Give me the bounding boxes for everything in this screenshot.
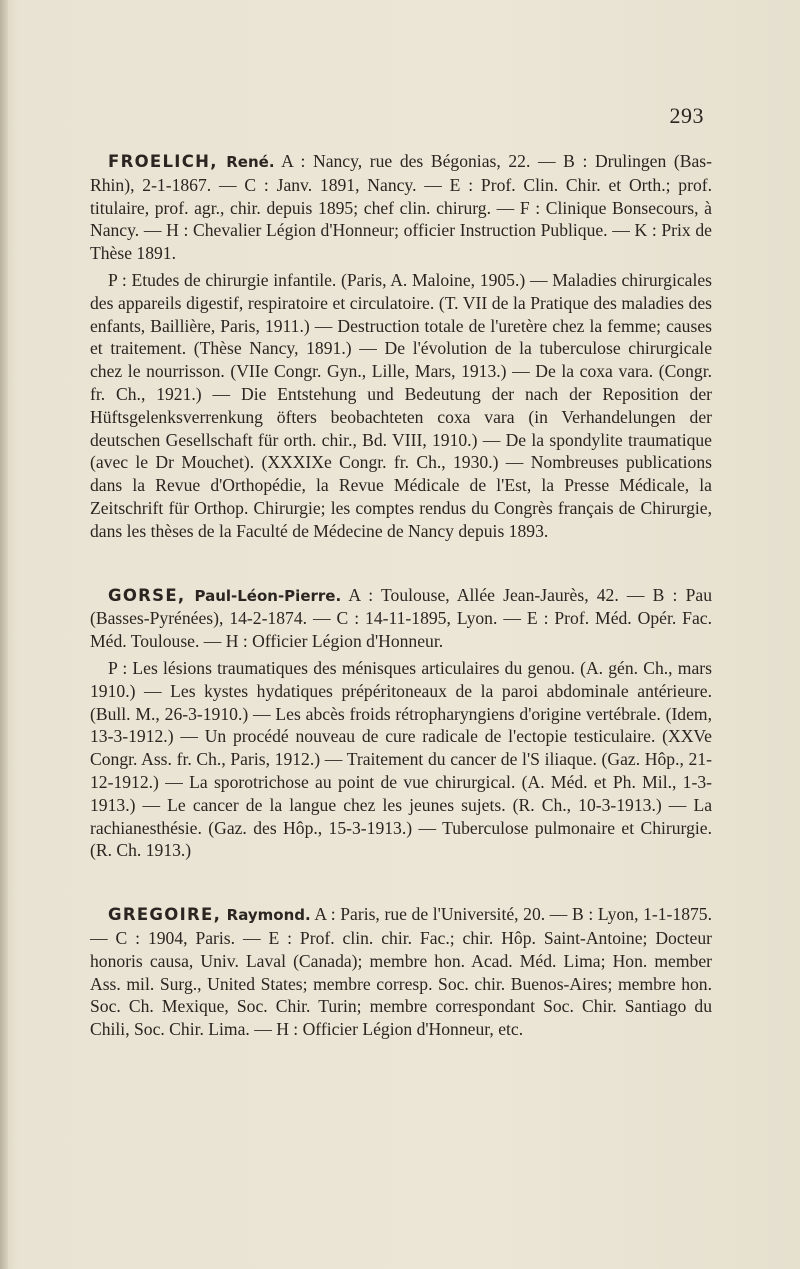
page-number: 293 bbox=[669, 103, 704, 128]
entry-publications: P : Les lésions traumatiques des ménisques articulaires du genou. (A. gén. Ch., mars 1910.) — Les kystes hydatiques prépéritoneaux de la paroi abdominale antérieure. (Bull. M., 26-3-1910.) — Les abcès froids rétropharyngiens d'origine vertébrale. (Idem, 13-3-1912.) — Un procédé nouveau de cure radicale de l'ectopie testiculaire. (XXVe Congr. Ass. fr. Ch., Paris, 1912.) — Traitement du cancer de l'S iliaque. (Gaz. Hôp., 21-12-1912.) — La sporotrichose au point de vue chirurgical. (A. Méd. et Ph. Mil., 1-3-1913.) — Le cancer de la langue chez les jeunes sujets. (R. Ch., 10-3-1913.) — La rachianesthésie. (Gaz. des Hôp., 15-3-1913.) — Tuberculose pulmonaire et Chirurgie. (R. Ch. 1913.) bbox=[90, 657, 712, 861]
entry-given-names: Raymond. bbox=[221, 906, 311, 925]
entry-details: A : Nancy, rue des Bégonias, 22. — B : Drulingen (Bas-Rhin), 2-1-1867. — C : Janv. 1891, Nancy. — E : Prof. Clin. Chir. et Orth.; prof. titulaire, prof. agr., chir. depuis 1895; chef clin. chirurg. — F : Clinique Bonsecours, à Nancy. — H : Chevalier Légion d'Honneur; officier Instruction Publique. — K : Prix de Thèse 1891. bbox=[90, 151, 712, 264]
entry-surname: GREGOIRE, bbox=[108, 905, 222, 925]
entry-given-names: Paul-Léon-Pierre. bbox=[185, 586, 342, 605]
entry-details: A : Paris, rue de l'Université, 20. — B : Lyon, 1-1-1875. — C : 1904, Paris. — E : Prof. clin. chir. Fac.; chir. Hôp. Saint-Antoine; Docteur honoris causa, Univ. Laval (Canada); membre hon. Acad. Méd. Lima; Hon. member Ass. mil. Surg., United States; membre corresp. Soc. chir. Buenos-Aires; membre hon. Soc. Ch. Mexique, Soc. Chir. Turin; membre correspondant Soc. Chir. Santiago du Chili, Soc. Chir. Lima. — H : Officier Légion d'Honneur, etc. bbox=[90, 904, 713, 1040]
entry-surname: GORSE, bbox=[108, 585, 186, 605]
entry-gorse bbox=[90, 584, 712, 863]
entry-froelich bbox=[90, 150, 712, 543]
entry-biography bbox=[90, 903, 712, 1041]
entry-details: A : Toulouse, Allée Jean-Jaurès, 42. — B : Pau (Basses-Pyrénées), 14-2-1874. — C : 14-11-1895, Lyon. — E : Prof. Méd. Opér. Fac. Méd. Toulouse. — H : Officier Légion d'Honneur. bbox=[90, 584, 712, 652]
entry-gregoire bbox=[90, 903, 712, 1041]
entry-biography bbox=[90, 584, 712, 653]
entry-biography bbox=[90, 150, 712, 265]
entry-given-names: René. bbox=[217, 153, 275, 171]
entry-publications: P : Etudes de chirurgie infantile. (Paris, A. Maloine, 1905.) — Maladies chirurgicales des appareils digestif, respiratoire et circulatoire. (T. VII de la Pratique des maladies des enfants, Baillière, Paris, 1911.) — Destruction totale de l'uretère chez la femme; causes et traitement. (Thèse Nancy, 1891.) — De l'évolution de la tuberculose chirurgicale chez le nourrisson. (VIIe Congr. Gyn., Lille, Mars, 1913.) — De la coxa vara. (Congr. fr. Ch., 1921.) — Die Entstehung und Bedeutung der nach der Reposition der Hüftsgelenksverrenkung öfters beobachteten coxa vara (in Verhandelungen der deutschen Gesellschaft für orth. chir., Bd. VIII, 1910.) — De la spondylite traumatique (avec le Dr Mouchet). (XXXIXe Congr. fr. Ch., 1930.) — Nombreuses publications dans la Revue d'Orthopédie, la Revue Médicale de l'Est, la Presse Médicale, la Zeitschrift für Orthop. Chirurgie; les comptes rendus du Congrès français de Chirurgie, dans les thèses de la Faculté de Médecine de Nancy depuis 1893. bbox=[90, 269, 712, 541]
entry-surname: FROELICH, bbox=[108, 152, 218, 171]
entries-list bbox=[90, 150, 712, 1041]
page-binding-edge bbox=[0, 0, 8, 1269]
